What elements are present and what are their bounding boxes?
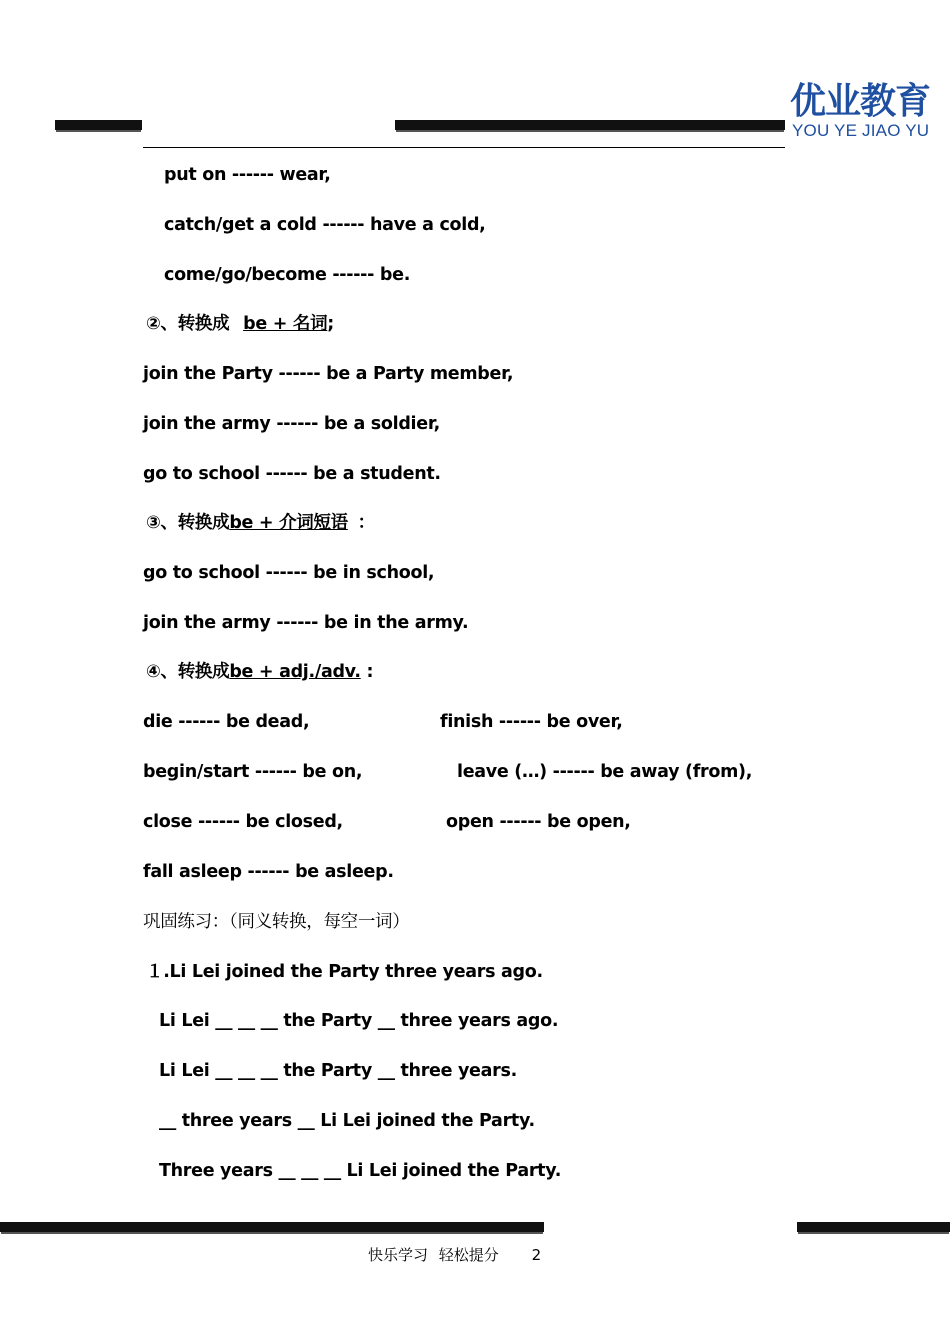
text-line: join the army ------ be in the army. xyxy=(143,613,469,633)
header-bar-right xyxy=(395,120,785,130)
heading-suffix: ; xyxy=(327,314,334,334)
exercise-title: 巩固练习：（同义转换，每空一词） xyxy=(143,912,410,932)
footer-slogan: 快乐学习 xyxy=(368,1246,429,1264)
text-line: go to school ------ be in school, xyxy=(143,563,435,583)
brand-logo: 优业教育 xyxy=(790,81,931,122)
header-bar-left xyxy=(55,120,142,130)
text-line: catch/get a cold ------ have a cold, xyxy=(164,215,486,235)
text-line: finish ------ be over, xyxy=(440,712,623,732)
text-line: join the army ------ be a soldier, xyxy=(143,414,440,434)
heading-suffix: ： xyxy=(357,513,375,533)
section-heading xyxy=(146,312,334,336)
text-line: leave (…) ------ be away (from), xyxy=(457,762,753,782)
heading-prefix: ②、转换成 xyxy=(146,314,230,334)
question-line: Three years __ __ __ Li Lei joined the Party. xyxy=(159,1161,562,1181)
text-line: begin/start ------ be on, xyxy=(143,762,363,782)
heading-prefix: ④、转换成 xyxy=(146,662,230,682)
heading-suffix: : xyxy=(366,662,374,682)
footer-bar-right xyxy=(797,1222,950,1232)
heading-term: be + 介词短语 xyxy=(229,513,348,533)
text-line: open ------ be open, xyxy=(446,812,631,832)
header-rule xyxy=(143,147,785,148)
question: １.Li Lei joined the Party three years ago. xyxy=(146,962,543,982)
page-footer xyxy=(368,1245,547,1265)
heading-term: be + adj./adv. xyxy=(229,662,361,682)
question-line: __ three years __ Li Lei joined the Party. xyxy=(159,1111,535,1131)
question-line: Li Lei __ __ __ the Party __ three years ago. xyxy=(159,1011,559,1031)
footer-slogan: 轻松提分 xyxy=(438,1246,499,1264)
page-number: 2 xyxy=(531,1246,542,1264)
text-line: die ------ be dead, xyxy=(143,712,310,732)
section-heading xyxy=(146,511,375,535)
heading-term: be + 名词 xyxy=(243,314,328,334)
brand-logo-pinyin: YOU YE JIAO YU xyxy=(792,121,930,140)
section-heading xyxy=(146,660,373,684)
question-line: Li Lei __ __ __ the Party __ three years. xyxy=(159,1061,517,1081)
heading-prefix: ③、转换成 xyxy=(146,513,230,533)
text-line: fall asleep ------ be asleep. xyxy=(143,862,394,882)
text-line: put on ------ wear, xyxy=(164,165,331,185)
text-line: go to school ------ be a student. xyxy=(143,464,441,484)
text-line: join the Party ------ be a Party member, xyxy=(143,364,514,384)
text-line: close ------ be closed, xyxy=(143,812,343,832)
footer-bar-left xyxy=(0,1222,544,1232)
text-line: come/go/become ------ be. xyxy=(164,265,411,285)
